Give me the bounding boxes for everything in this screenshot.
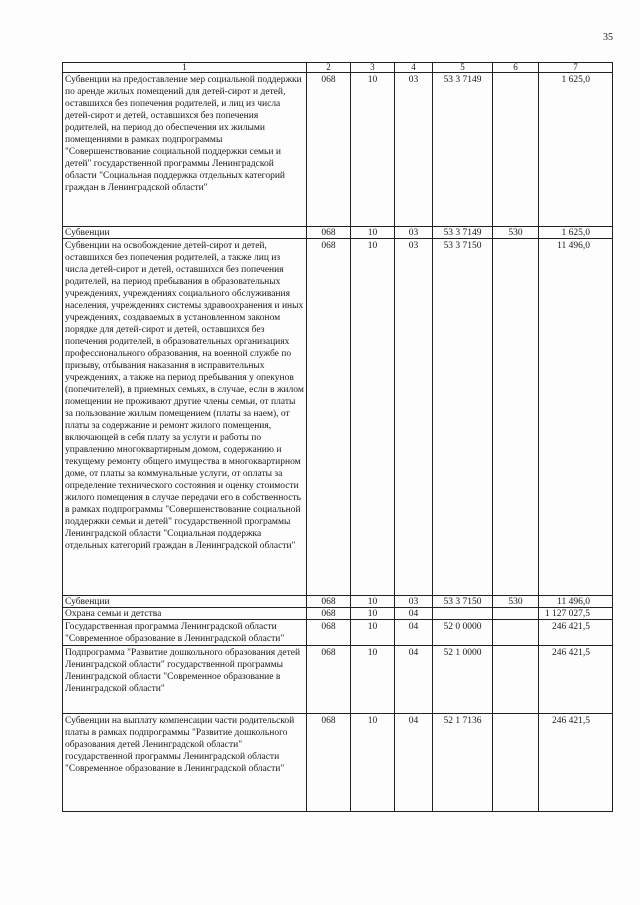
table-row: [63, 227, 613, 239]
cell-section: 10: [351, 596, 395, 608]
cell-section: 10: [351, 73, 395, 227]
row-name: Охрана семьи и детства: [63, 608, 307, 620]
header-cell: 5: [433, 63, 493, 73]
table-row: [63, 620, 613, 646]
row-name: Субвенции на освобождение детей-сирот и детей, оставшихся без попечения родителей, а также лиц из числа детей-сирот и детей, оставшихся без попечения родителей, на период пребывания в образовательных учреждениях, учреждениях социального обслуживания населения, учреждениях системы здравоохранения и иных учреждениях, создаваемых в установленном законом порядке для детей-сирот и детей, оставшихся без попечения родителей, в образовательных организациях профессионального образования, на военной службе по призыву, отбывания наказания в исправительных учреждениях, а также на период пребывания у опекунов (попечителей), в приемных семьях, в случае, если в жилом помещении не проживают другие члены семьи, от платы за пользование жилым помещением (платы за наем), от платы за содержание и ремонт жилого помещения, включающей в себя плату за услуги и работы по управлению многоквартирным домом, содержанию и текущему ремонту общего имущества в многоквартирном доме, от платы за коммунальные услуги, от оплаты за определение технического состояния и оценку стоимости жилого помещения в случае передачи его в собственность в рамках подпрограммы "Совершенствование социальной поддержки семьи и детей" государственной программы Ленинградской области "Социальная поддержка отдельных категорий граждан в Ленинградской области": [63, 239, 307, 596]
row-name: Субвенции: [63, 227, 307, 239]
row-name: Субвенции на выплату компенсации части родительской платы в рамках подпрограммы "Развитие дошкольного образования детей Ленинградской области" государственной программы Ленинградской области "Современное образование в Ленинградской области": [63, 714, 307, 812]
cell-amount: 1 625,0: [539, 227, 613, 239]
cell-amount: 11 496,0: [539, 239, 613, 596]
cell-expense-type: [493, 714, 539, 812]
cell-expense-type: 530: [493, 227, 539, 239]
cell-subsection: 04: [395, 646, 433, 714]
cell-target-article: [433, 608, 493, 620]
cell-subsection: 03: [395, 596, 433, 608]
header-cell: 7: [539, 63, 613, 73]
header-cell: 6: [493, 63, 539, 73]
cell-ministry: 068: [307, 227, 351, 239]
cell-section: 10: [351, 620, 395, 646]
cell-ministry: 068: [307, 73, 351, 227]
header-row: [63, 63, 613, 73]
cell-ministry: 068: [307, 714, 351, 812]
cell-target-article: 53 3 7149: [433, 73, 493, 227]
table-row: [63, 646, 613, 714]
cell-subsection: 03: [395, 73, 433, 227]
cell-section: 10: [351, 714, 395, 812]
cell-target-article: 52 0 0000: [433, 620, 493, 646]
header-cell: 3: [351, 63, 395, 73]
cell-section: 10: [351, 608, 395, 620]
cell-subsection: 04: [395, 714, 433, 812]
cell-expense-type: [493, 239, 539, 596]
table-row: [63, 608, 613, 620]
cell-target-article: 53 3 7149: [433, 227, 493, 239]
cell-ministry: 068: [307, 608, 351, 620]
table-row: [63, 239, 613, 596]
cell-subsection: 04: [395, 608, 433, 620]
cell-section: 10: [351, 239, 395, 596]
cell-section: 10: [351, 646, 395, 714]
budget-table: [62, 62, 613, 812]
table-row: [63, 73, 613, 227]
cell-target-article: 53 3 7150: [433, 596, 493, 608]
cell-subsection: 03: [395, 239, 433, 596]
cell-target-article: 52 1 7136: [433, 714, 493, 812]
cell-expense-type: 530: [493, 596, 539, 608]
cell-expense-type: [493, 646, 539, 714]
row-name: Государственная программа Ленинградской области "Современное образование в Ленинградской области": [63, 620, 307, 646]
header-cell: 1: [63, 63, 307, 73]
row-name: Субвенции: [63, 596, 307, 608]
cell-expense-type: [493, 620, 539, 646]
cell-ministry: 068: [307, 620, 351, 646]
cell-amount: 1 625,0: [539, 73, 613, 227]
cell-ministry: 068: [307, 646, 351, 714]
cell-subsection: 03: [395, 227, 433, 239]
cell-subsection: 04: [395, 620, 433, 646]
cell-target-article: 53 3 7150: [433, 239, 493, 596]
page-number: 35: [603, 32, 613, 43]
table-row: [63, 714, 613, 812]
header-cell: 2: [307, 63, 351, 73]
cell-amount: 246 421,5: [539, 620, 613, 646]
cell-amount: 11 496,0: [539, 596, 613, 608]
cell-ministry: 068: [307, 596, 351, 608]
cell-amount: 246 421,5: [539, 646, 613, 714]
cell-section: 10: [351, 227, 395, 239]
cell-amount: 246 421,5: [539, 714, 613, 812]
cell-expense-type: [493, 608, 539, 620]
header-cell: 4: [395, 63, 433, 73]
cell-expense-type: [493, 73, 539, 227]
cell-ministry: 068: [307, 239, 351, 596]
cell-target-article: 52 1 0000: [433, 646, 493, 714]
row-name: Подпрограмма "Развитие дошкольного образования детей Ленинградской области" государственной программы Ленинградской области "Современное образование в Ленинградской области": [63, 646, 307, 714]
table-row: [63, 596, 613, 608]
cell-amount: 1 127 027,5: [539, 608, 613, 620]
row-name: Субвенции на предоставление мер социальной поддержки по аренде жилых помещений для детей-сирот и детей, оставшихся без попечения родителей, и лиц из числа детей-сирот и детей, оставшихся без попечения родителей, на период до обеспечения их жилыми помещениями в рамках подпрограммы "Совершенствование социальной поддержки семьи и детей" государственной программы Ленинградской области "Социальная поддержка отдельных категорий граждан в Ленинградской области": [63, 73, 307, 227]
